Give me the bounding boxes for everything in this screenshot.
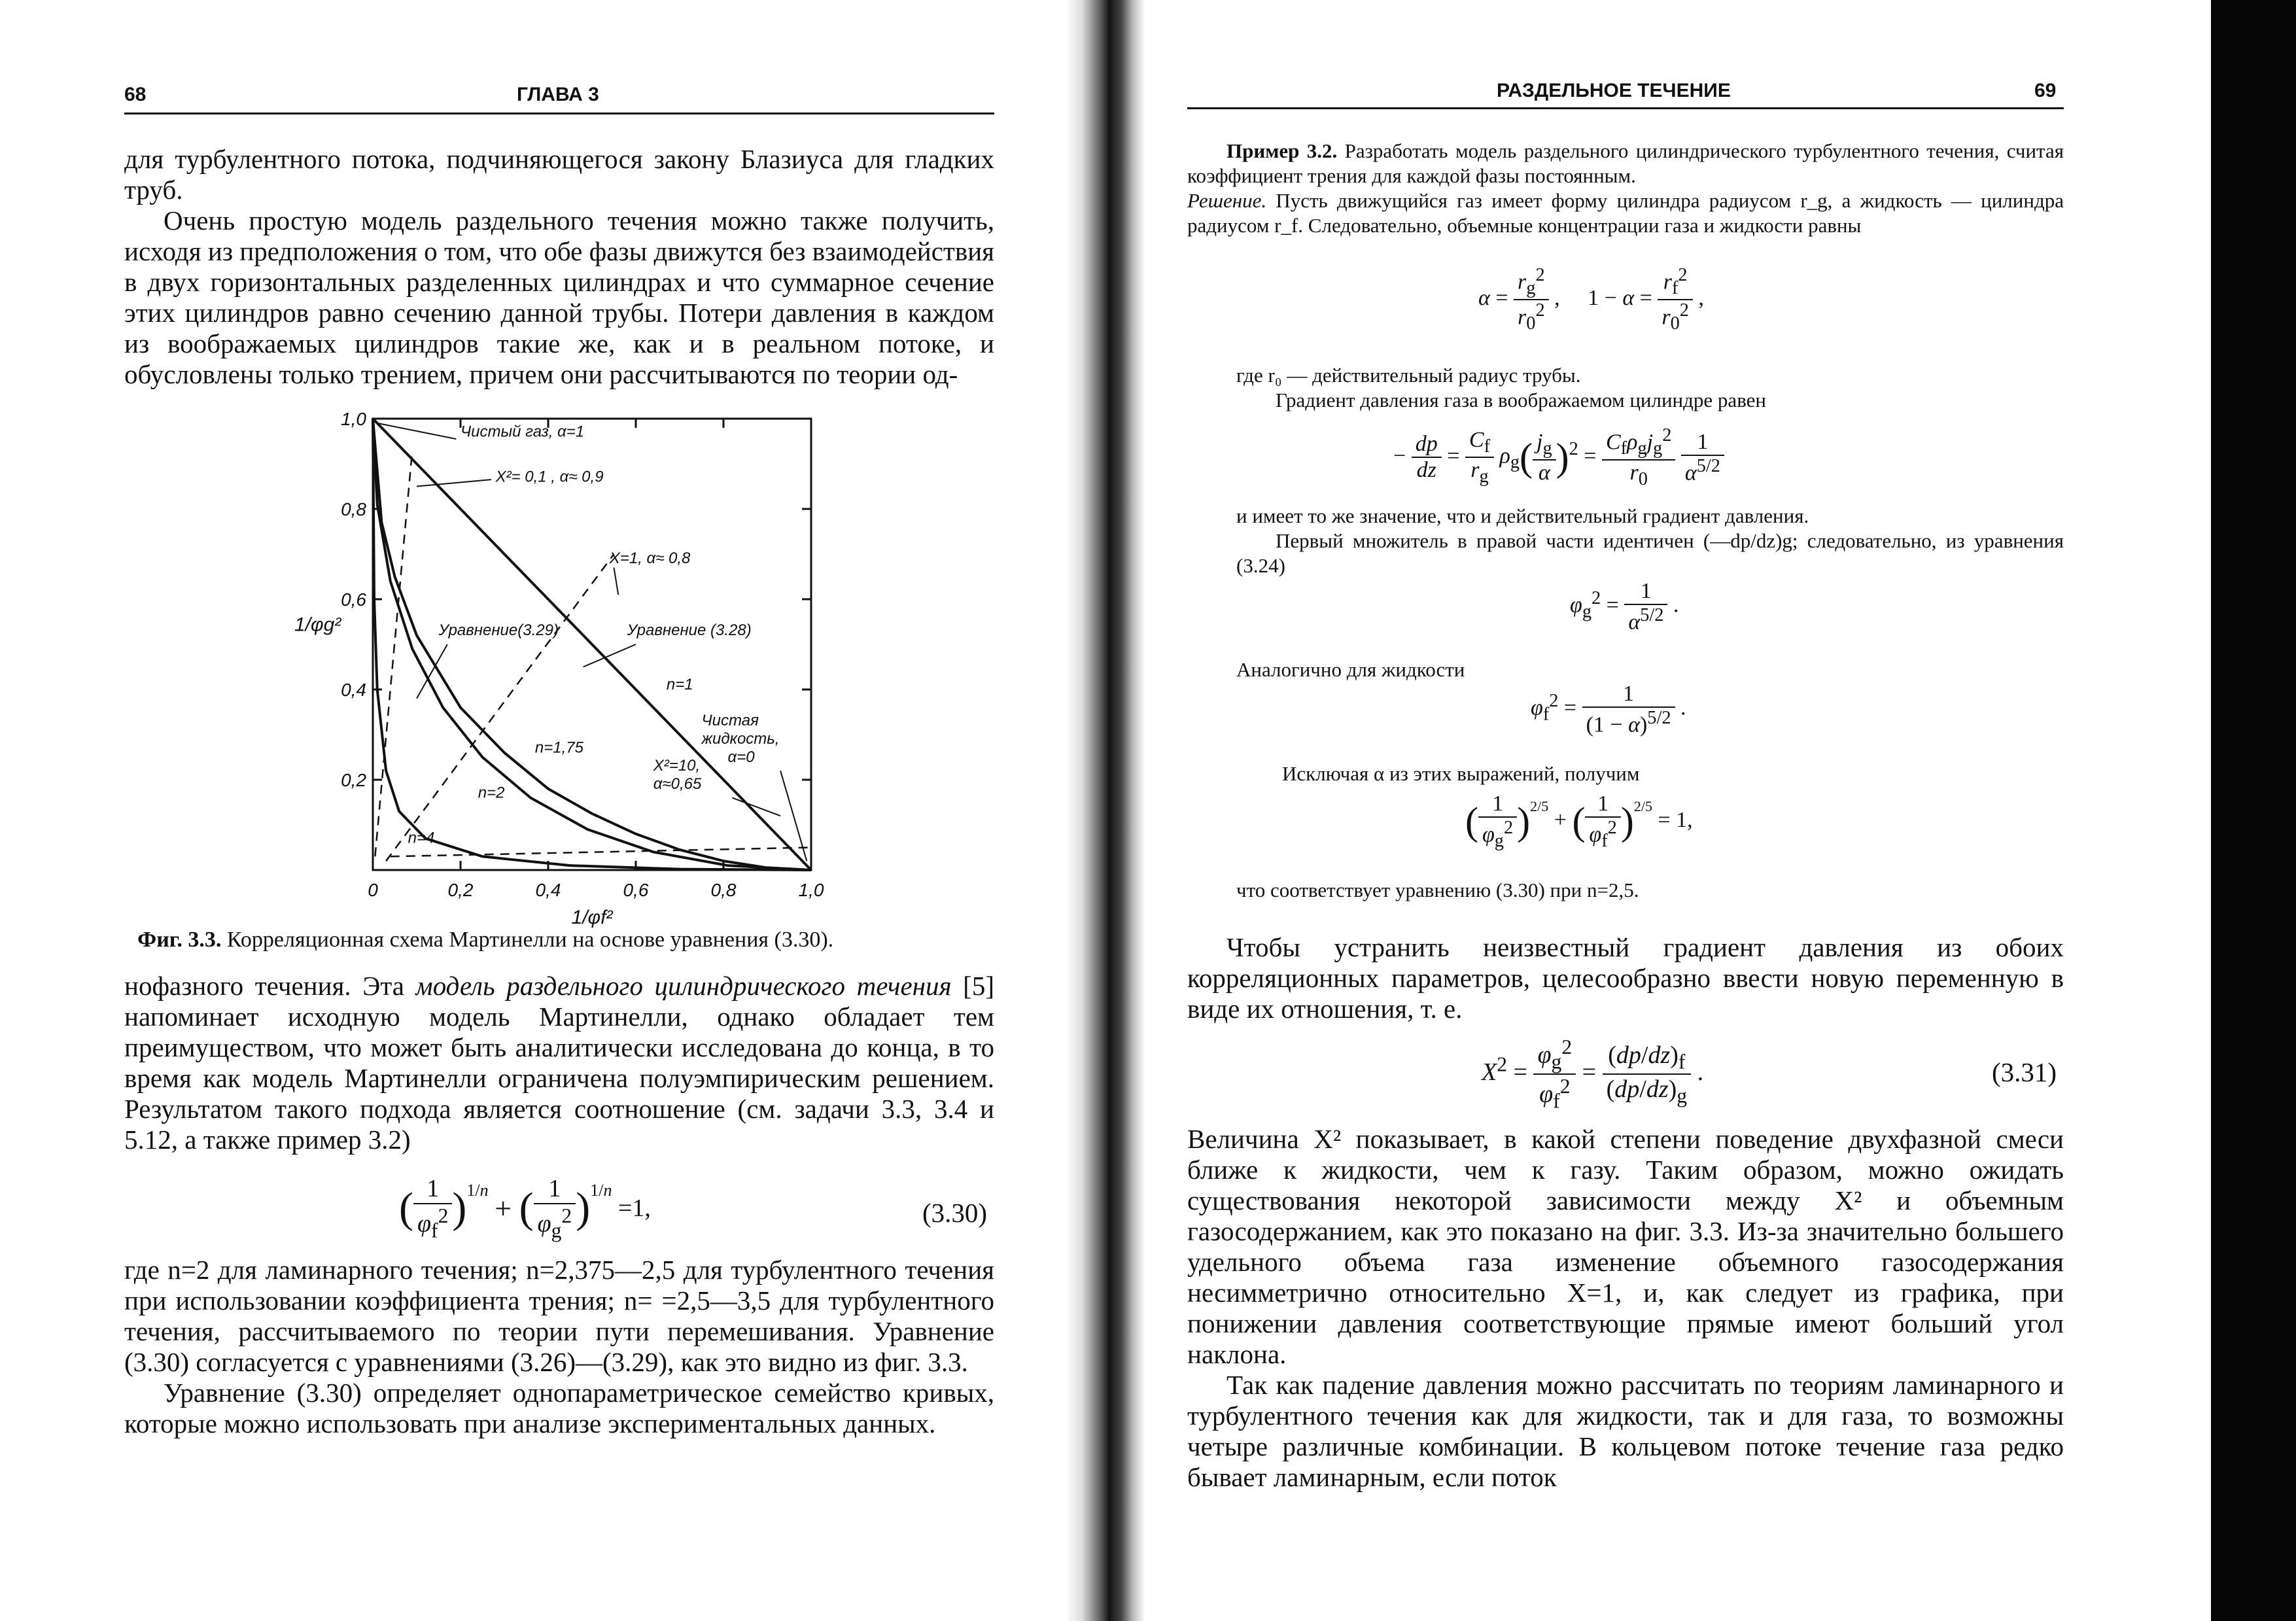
y-tick-label: 0,6 (341, 589, 366, 610)
chart-annotation: X²=10, (653, 757, 701, 775)
same-value-text (1236, 504, 2064, 529)
example-3-2 (1187, 139, 2064, 238)
solution-label: Решение. (1187, 189, 1267, 212)
y-axis-label: 1/φg² (294, 614, 341, 636)
chart-annotation: n=1 (666, 676, 693, 693)
chart-annotation: n=4 (408, 829, 435, 847)
left-page-number: 68 (124, 84, 147, 105)
y-tick-label: 0,4 (341, 680, 366, 700)
leader-line (417, 644, 447, 699)
right-text-bottom (1187, 1124, 2064, 1493)
example-text: Разработать модель раздельного цилиндрического турбулентного течения, считая коэффициент трения для каждой фазы постоянным. (1187, 139, 2064, 187)
x-tick-label: 0 (368, 880, 378, 900)
x-tick-label: 0,4 (535, 880, 561, 900)
chart-annotation: Чистый газ, α=1 (461, 423, 585, 441)
corresponds: что соответствует уравнению (3.30) при n=2,5. (1236, 879, 1639, 901)
left-header-rule (124, 113, 994, 114)
right-page (1047, 0, 2296, 1621)
chart-annotation: n=1,75 (534, 739, 583, 757)
right-header-rule (1187, 107, 2064, 109)
similarly-text (1236, 657, 2064, 682)
exclusion-result-equation: ( $\frac{1}{\varphi_g^2}$ )$^{2/5}$ + ( $\frac{1}{\varphi_f^2}$ )$^{2/5}$ = 1, (1465, 792, 1693, 852)
left-para-2: Очень простую модель раздельного течения можно также получить, исходя из предположения о том, что обе фазы движутся без взаимодействия в двух горизонтальных разделенных цилиндрах и что суммарное сечение этих цилиндров равно сечению данной трубы. Потери давления в каждом из воображаемых цилиндров такие же, как и в реальном потоке, и обусловлены только трением, причем они рассчитываются по теории од- (124, 205, 994, 389)
right-para-2: Величина X² показывает, в какой степени поведение двухфазной смеси ближе к жидкости, чем к газу. Таким образом, можно ожидать существования некоторой зависимости между X² и объемным газосодержанием, как это показано на фиг. 3.3. Из-за значительно большего удельного объема газа изменение объемного газосодержания несимметрично относительно X=1, и, как следует из графика, при понижении давления соответствующие прямые имеют больший угол наклона. (1187, 1124, 2064, 1369)
left-running-head: ГЛАВА 3 (517, 84, 599, 105)
where-r0: где r₀ — действительный радиус трубы. (1236, 364, 1581, 387)
gas-gradient-equation: − $\frac{dp}{dz}$ = $\frac{C_f}{r_g}$ $\rho_g$( $\frac{j_g}{\alpha}$ )$^2$ = $\frac{C_f\rho_gj_g^2}{r_0}$ $\frac{1}{\alpha^{5/2}}$ (1393, 425, 1724, 490)
chart-annotation: жидкость, (701, 730, 780, 748)
left-para-1: для турбулентного потока, подчиняющегося закону Блазиуса для гладких труб. (124, 144, 994, 205)
equation-3-31: $X^2$ = $\frac{\varphi_g^2}{\varphi_f^2}$ = $\frac{(dp/dz)_f}{(dp/dz)_g}$ . (1482, 1036, 1704, 1113)
same-value: и имеет то же значение, что и действительный градиент давления. (1236, 504, 1809, 527)
right-running-head: РАЗДЕЛЬНОЕ ТЕЧЕНИЕ (1497, 80, 1731, 101)
figure-caption (137, 928, 988, 952)
series-line (391, 848, 811, 857)
y-tick-label: 1,0 (341, 409, 366, 429)
left-text-top (124, 144, 994, 390)
left-page (0, 0, 1047, 1621)
right-page-number: 69 (2034, 80, 2057, 101)
phi-g-equation: $\varphi_g^2$ = $\frac{1}{\alpha^{5/2}}$ . (1570, 579, 1679, 635)
chart-annotation: n=2 (478, 784, 505, 802)
x-tick-label: 0,2 (447, 880, 474, 900)
where-r0-text (1236, 363, 2064, 413)
right-para-3: Так как падение давления можно рассчитать по теориям ламинарного и турбулентного течения как для жидкости, так и для газа, то возможны четыре различные комбинации. В кольцевом потоке течение газа редко бывает ламинарным, если поток (1187, 1370, 2064, 1492)
chart-annotation: α=0 (727, 748, 755, 767)
chart-annotation: Уравнение(3.29) (438, 621, 559, 640)
equation-3-30-number: (3.30) (922, 1198, 988, 1228)
x-axis-label: 1/φf² (571, 907, 613, 928)
x-tick-label: 1,0 (798, 880, 824, 900)
concentration-equations: α = $\frac{r_g^2}{r_0^2}$ , 1 − α = $\frac{r_f^2}{r_0^2}$ , (1478, 265, 1704, 334)
x-tick-label: 0,8 (710, 880, 737, 900)
left-text-bottom (124, 1255, 994, 1439)
y-tick-label: 0,2 (341, 770, 366, 790)
first-factor: Первый множитель в правой части идентичен (—dp/dz)g; следовательно, из уравнения (3.24) (1236, 529, 2064, 577)
leader-line (417, 479, 491, 486)
corresponds-text (1236, 878, 2064, 903)
left-para-3-a: нофазного течения. Эта (124, 971, 416, 1001)
x-tick-label: 0,6 (623, 880, 649, 900)
chart-annotation: Чистая (701, 712, 759, 730)
excluding-text (1282, 761, 2064, 786)
chart-annotation: α≈0,65 (653, 775, 702, 793)
left-para-5: Уравнение (3.30) определяет однопараметрическое семейство кривых, которые можно использовать при анализе экспериментальных данных. (124, 1378, 994, 1438)
chart-annotation: X²= 0,1 , α≈ 0,9 (495, 468, 604, 486)
left-text-middle (124, 971, 994, 1155)
equation-3-31-number: (3.31) (1992, 1057, 2057, 1087)
y-tick-label: 0,8 (341, 499, 366, 519)
example-label: Пример 3.2. (1226, 139, 1338, 162)
right-text-middle (1187, 932, 2064, 1024)
phi-f-equation: $\varphi_f^2$ = $\frac{1}{(1 - \alpha)^{5/2}}$ . (1531, 682, 1686, 737)
left-para-3 (124, 971, 994, 1155)
solution-text: Пусть движущийся газ имеет форму цилиндра радиусом r_g, а жидкость — цилиндра радиусом r_f. Следовательно, объемные концентрации газа и жидкости равны (1187, 189, 2064, 237)
chart-annotation: Уравнение (3.28) (627, 621, 752, 640)
martinelli-chart (288, 409, 850, 928)
figure-caption-text: Корреляционная схема Мартинелли на основе уравнения (3.30). (226, 928, 834, 952)
right-para-1: Чтобы устранить неизвестный градиент давления из обоих корреляционных параметров, целесообразно ввести новую переменную в виде их отношения, т. е. (1187, 932, 2064, 1024)
series-line (386, 554, 614, 861)
left-para-4: где n=2 для ламинарного течения; n=2,375—2,5 для турбулентного течения при использовании коэффициента трения; n= =2,5—3,5 для турбулентного течения, рассчитываемого по теории пути перемешивания. Уравнение (3.30) согласуется с уравнениями (3.26)—(3.29), как это видно из фиг. 3.3. (124, 1255, 994, 1377)
excluding: Исключая α из этих выражений, получим (1282, 762, 1640, 785)
gradient-text: Градиент давления газа в воображаемом цилиндре равен (1276, 389, 1766, 411)
chart-annotation: X=1, α≈ 0,8 (609, 549, 691, 567)
similarly: Аналогично для жидкости (1236, 658, 1465, 681)
first-factor-text (1236, 529, 2064, 578)
equation-3-30: ( $\frac{1}{\varphi_f^2}$ )$^{1/n}$ + ( $\frac{1}{\varphi_g^2}$ )$^{1/n}$ =1, (399, 1175, 651, 1242)
left-para-3-b: [5] напоминает исходную модель Мартинелли, однако обладает тем преимуществом, что может быть аналитически исследована до конца, в то время как модель Мартинелли ограничена полуэмпирическим решением. Результатом такого подхода является соотношение (см. задачи 3.3, 3.4 и 5.12, а также пример 3.2) (124, 971, 994, 1155)
figure-caption-label: Фиг. 3.3. (137, 928, 222, 952)
left-para-3-emphasis: модель раздельного цилиндрического течения (415, 971, 952, 1001)
leader-line (614, 568, 619, 595)
